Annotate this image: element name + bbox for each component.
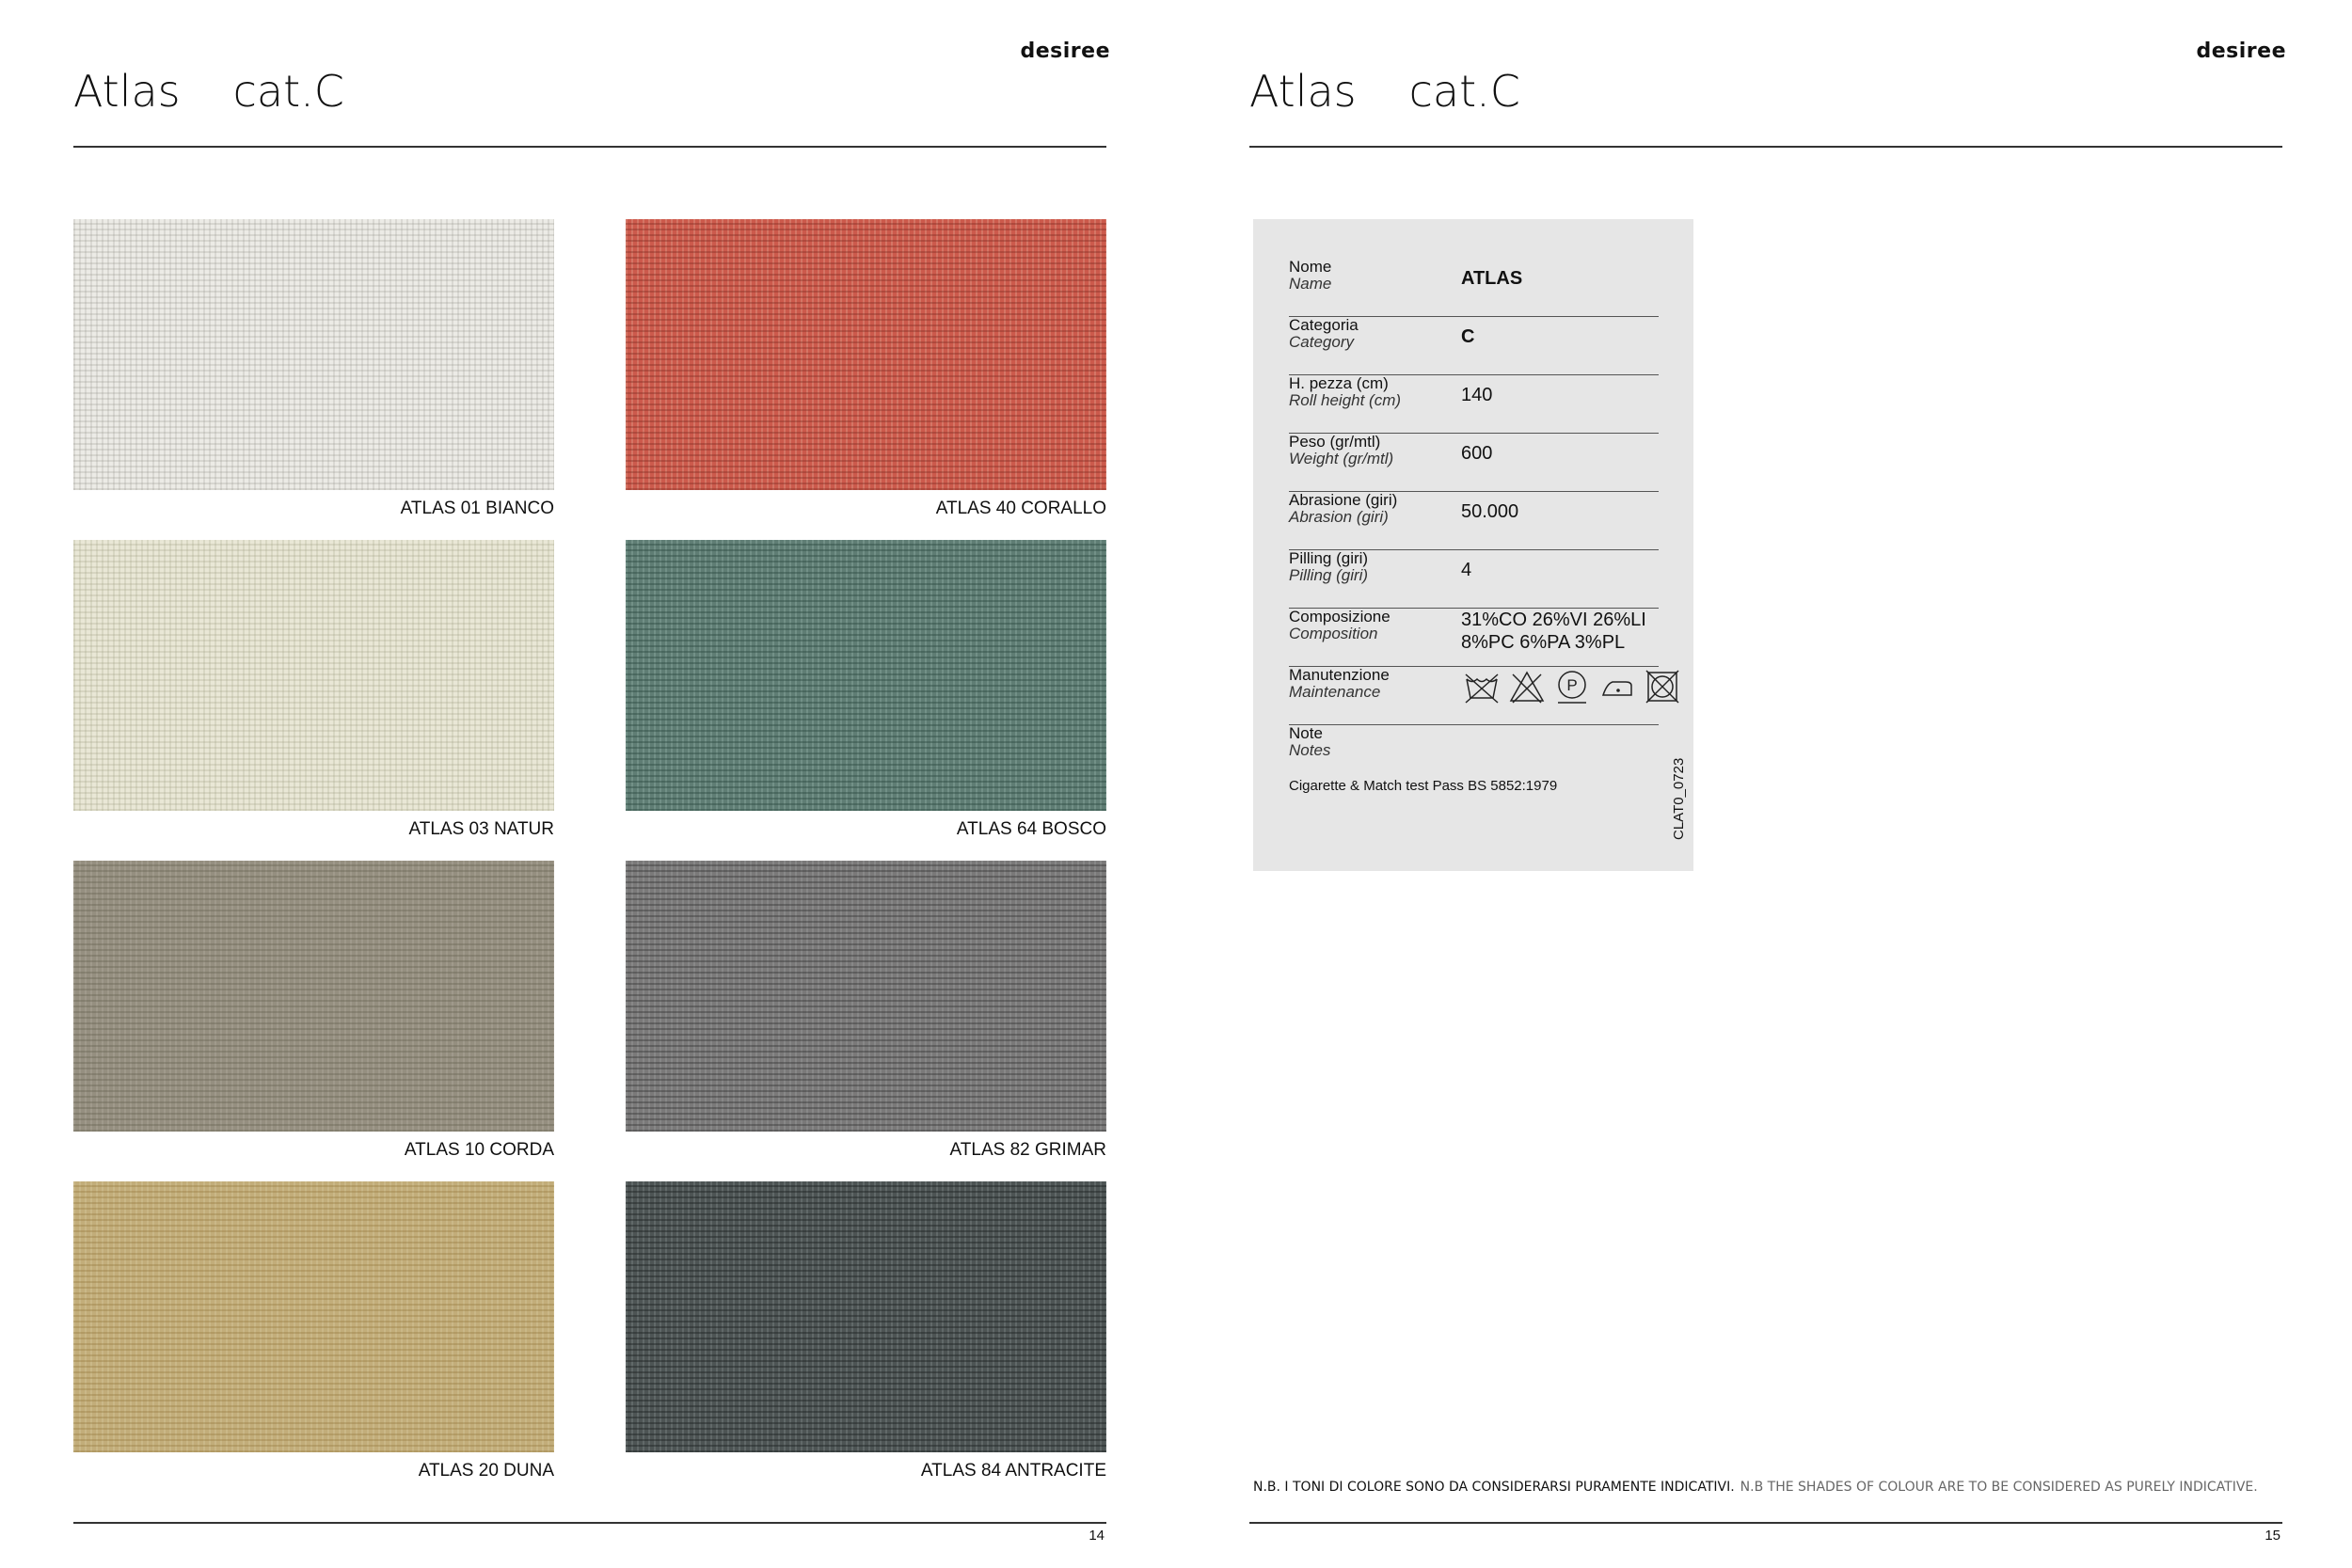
spec-panel	[1253, 219, 1693, 871]
disclaimer-it: N.B. I TONI DI COLORE SONO DA CONSIDERARSI PURAMENTE INDICATIVI.	[1253, 1480, 1735, 1495]
swatch-card	[626, 540, 1106, 839]
colour-disclaimer	[1253, 1480, 2258, 1495]
swatch-label: ATLAS 03 NATUR	[408, 819, 554, 839]
swatch-card	[73, 219, 554, 518]
title-category: cat.C	[1408, 66, 1520, 117]
swatch-card	[73, 861, 554, 1160]
bottom-rule	[1249, 1522, 2282, 1524]
swatch-image	[73, 219, 554, 490]
swatch-card	[73, 1181, 554, 1481]
swatch-image	[626, 540, 1106, 811]
iron-low-icon	[1597, 667, 1637, 706]
page-title	[73, 66, 344, 117]
spec-key: Pilling (giri) Pilling (giri)	[1289, 549, 1369, 584]
swatch-image	[626, 219, 1106, 490]
spec-value: ATLAS	[1461, 268, 1523, 289]
care-icons	[1462, 667, 1682, 706]
brand-logo: desiree	[2196, 40, 2286, 63]
spec-value: 50.000	[1461, 501, 1519, 522]
spec-key: Composizione Composition	[1289, 608, 1391, 642]
spec-row-name	[1289, 259, 1659, 317]
top-rule	[73, 146, 1106, 148]
spec-row-abrasion	[1289, 492, 1659, 550]
spec-key: Note Notes	[1289, 724, 1331, 759]
swatch-card	[626, 861, 1106, 1160]
dry-clean-p-icon	[1552, 667, 1592, 706]
page-number: 15	[2265, 1528, 2280, 1544]
swatch-label: ATLAS 40 CORALLO	[935, 499, 1106, 518]
swatch-label: ATLAS 82 GRIMAR	[949, 1140, 1106, 1160]
spec-value: 600	[1461, 443, 1493, 464]
swatch-label: ATLAS 84 ANTRACITE	[920, 1461, 1106, 1481]
bottom-rule	[73, 1522, 1106, 1524]
spec-row-category	[1289, 317, 1659, 375]
spec-key: H. pezza (cm) Roll height (cm)	[1289, 374, 1402, 409]
no-bleach-icon	[1507, 667, 1547, 706]
top-rule	[1249, 146, 2282, 148]
swatch-label: ATLAS 01 BIANCO	[400, 499, 554, 518]
title-category: cat.C	[232, 66, 344, 117]
swatch-label: ATLAS 10 CORDA	[404, 1140, 554, 1160]
spec-value: C	[1461, 326, 1475, 347]
svg-text:P: P	[1566, 676, 1578, 694]
right-page	[1176, 0, 2352, 1568]
spec-key: Abrasione (giri) Abrasion (giri)	[1289, 491, 1398, 526]
swatch-label: ATLAS 64 BOSCO	[956, 819, 1106, 839]
swatch-image	[626, 1181, 1106, 1452]
title-name: Atlas	[1249, 66, 1357, 117]
spec-key: Nome Name	[1289, 258, 1332, 293]
spec-value: 140	[1461, 385, 1493, 405]
swatch-image	[73, 540, 554, 811]
swatch-card	[626, 219, 1106, 518]
spec-value: 31%CO 26%VI 26%LI 8%PC 6%PA 3%PL	[1461, 610, 1646, 653]
swatch-label: ATLAS 20 DUNA	[418, 1461, 554, 1481]
no-tumble-dry-icon	[1643, 667, 1682, 706]
spec-row-pilling	[1289, 550, 1659, 609]
swatch-card	[626, 1181, 1106, 1481]
swatch-image	[73, 861, 554, 1132]
swatch-image	[626, 861, 1106, 1132]
product-code: CLAT0_0723	[1671, 757, 1687, 840]
swatch-card	[73, 540, 554, 839]
no-wash-icon	[1462, 667, 1502, 706]
spec-row-composition	[1289, 609, 1659, 667]
spec-key: Manutenzione Maintenance	[1289, 666, 1390, 701]
spec-row-roll-height	[1289, 375, 1659, 434]
swatch-image	[73, 1181, 554, 1452]
spec-row-weight	[1289, 434, 1659, 492]
title-name: Atlas	[73, 66, 181, 117]
spec-row-maintenance	[1289, 667, 1659, 725]
spec-key: Peso (gr/mtl) Weight (gr/mtl)	[1289, 433, 1394, 467]
disclaimer-en: N.B THE SHADES OF COLOUR ARE TO BE CONSIDERED AS PURELY INDICATIVE.	[1740, 1480, 2258, 1495]
page-number: 14	[1089, 1528, 1104, 1544]
spec-value: 4	[1461, 560, 1472, 580]
spec-table	[1289, 258, 1659, 759]
brand-logo: desiree	[1020, 40, 1110, 63]
page-title	[1249, 66, 1520, 117]
note-text: Cigarette & Match test Pass BS 5852:1979	[1289, 778, 1558, 794]
spec-key: Categoria Category	[1289, 316, 1359, 351]
